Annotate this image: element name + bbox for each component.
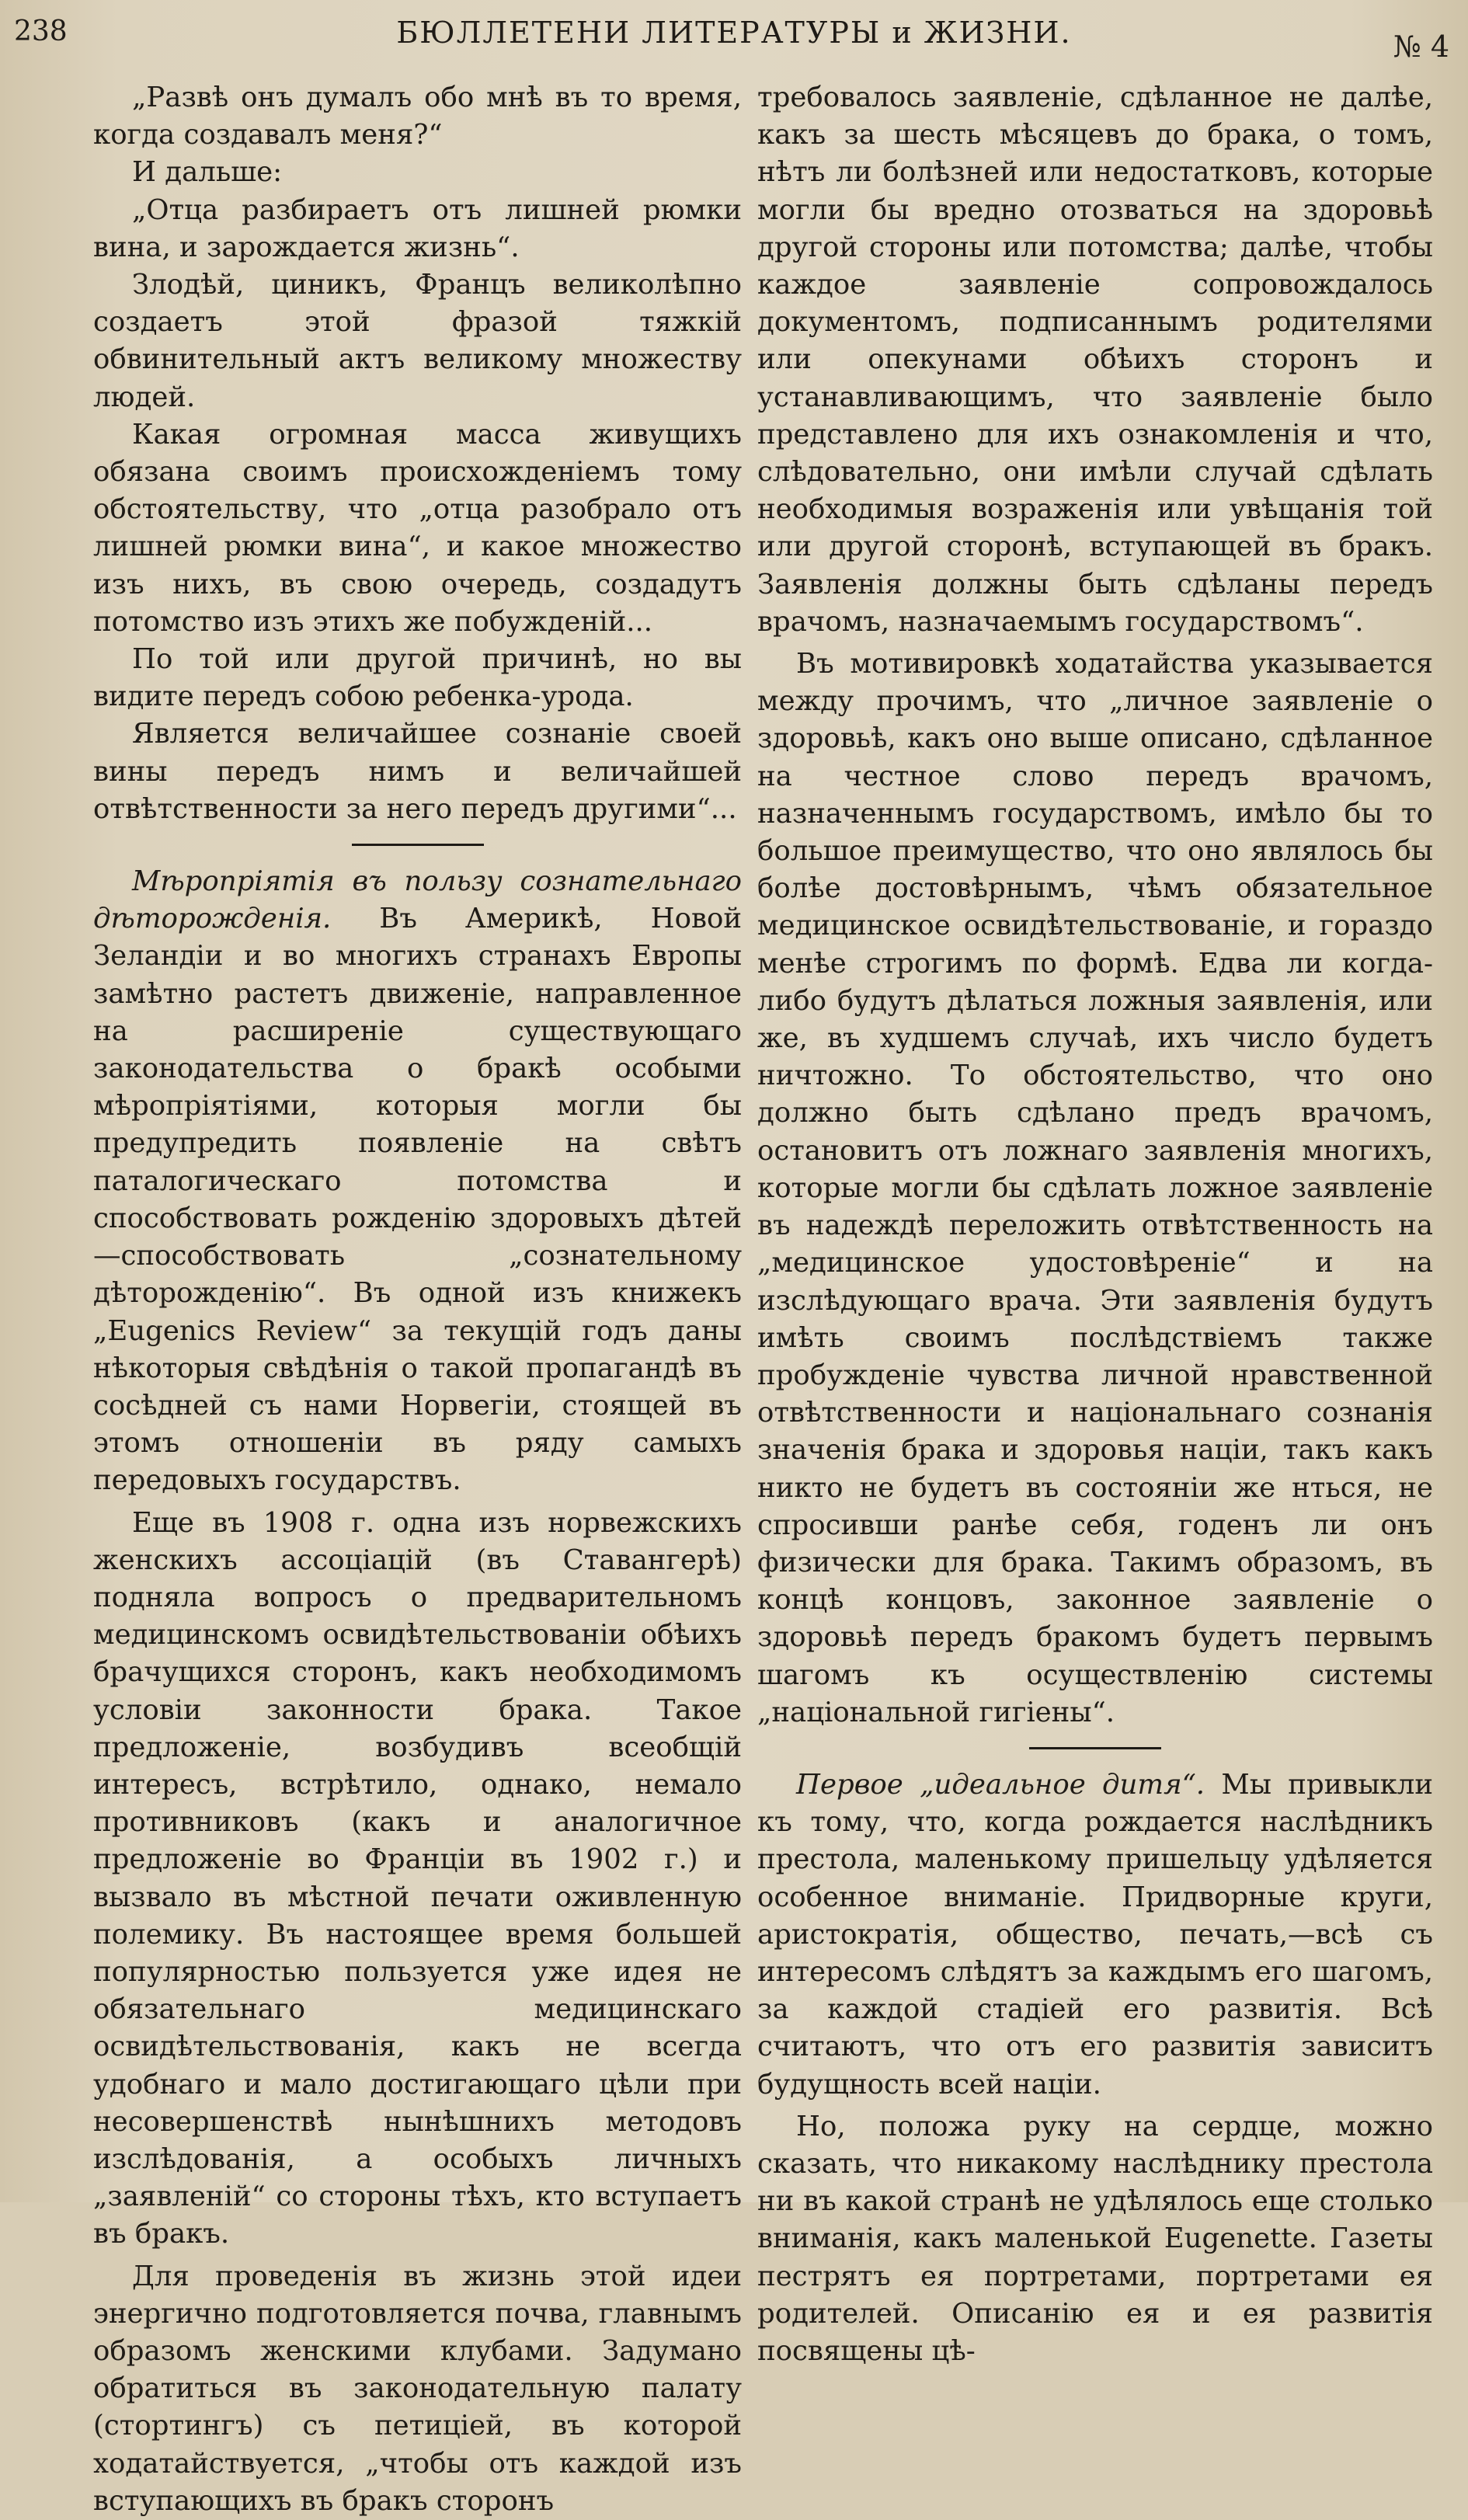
section-divider	[352, 844, 484, 846]
paragraph: Злодѣй, циникъ, Францъ великолѣпно создаетъ этой фразой тяжкій обвинительный актъ великому множеству людей.	[93, 269, 742, 413]
issue-number: № 4	[1393, 30, 1449, 64]
section-title: Первое „идеальное дитя“.	[796, 1768, 1205, 1801]
paragraph-text: Въ Америкѣ, Новой Зеландіи и во многихъ странахъ Европы замѣтно растетъ движеніе, направленное на расширеніе существующаго законодательства о бракѣ особыми мѣропріятіями, которыя могли бы предупредить появленіе на свѣтъ паталогическаго потомства и способствовать рожденію здоровыхъ дѣтей—способствовать „сознательному дѣторожденію“. Въ одной изъ книжекъ „Eugenics Review“ за текущій годъ даны нѣкоторыя свѣдѣнія о такой пропагандѣ въ сосѣдней съ нами Норвегіи, стоящей въ этомъ отношеніи въ ряду самыхъ передовыхъ государствъ.	[93, 903, 742, 1497]
page-header	[0, 11, 1468, 64]
paragraph	[93, 863, 742, 1499]
section-divider	[1029, 1747, 1161, 1749]
paragraph	[757, 1766, 1433, 2104]
paragraph-text: Мы привыкли къ тому, что, когда рождается наслѣдникъ престола, маленькому пришельцу удѣляется особенное вниманіе. Придворные круги, аристократія, общество, печать,—всѣ съ интересомъ слѣдятъ за каждымъ его шагомъ, за каждой стадіей его развитія. Всѣ считаютъ, что отъ его развитія зависитъ будущность всей націи.	[757, 1768, 1433, 2101]
left-column	[93, 79, 742, 2520]
paragraph: И дальше:	[132, 156, 283, 189]
paragraph: „Отца разбираетъ отъ лишней рюмки вина, и зарождается жизнь“.	[93, 193, 742, 263]
paragraph: Для проведенія въ жизнь этой идеи энергично подготовляется почва, главнымъ образомъ женскими клубами. Задумано обратиться въ законодательную палату (стортингъ) съ петиціей, въ которой ходатайствуется, „чтобы отъ каждой изъ вступающихъ въ бракъ сторонъ	[93, 2260, 742, 2517]
section-title: Мѣропріятія въ пользу сознательнаго дѣторожденія.	[93, 865, 742, 935]
paragraph: Является величайшее сознаніе своей вины передъ нимъ и величайшей отвѣтственности за него передъ другими“...	[93, 718, 742, 825]
paragraph: Но, положа руку на сердце, можно сказать, что никакому наслѣднику престола ни въ какой странѣ не удѣлялось еще столько вниманія, какъ маленькой Eugenette. Газеты пестрятъ ея портретами, портретами ея родителей. Описанію ея и ея развитія посвящены цѣ-	[757, 2110, 1433, 2367]
page-number: 238	[14, 16, 68, 47]
paragraph: Какая огромная масса живущихъ обязана своимъ происхожденіемъ тому обстоятельству, что „отца разобрало отъ лишней рюмки вина“, и какое множество изъ нихъ, въ свою очередь, создадутъ потомство изъ этихъ же побужденій...	[93, 418, 742, 638]
paragraph: Еще въ 1908 г. одна изъ норвежскихъ женскихъ ассоціацій (въ Ставангерѣ) подняла вопросъ о предварительномъ медицинскомъ освидѣтельствованіи обѣихъ брачущихся сторонъ, какъ необходимомъ условіи законности брака. Такое предложеніе, возбудивъ всеобщій интересъ, встрѣтило, однако, немало противниковъ (какъ и аналогичное предложеніе во Франціи въ 1902 г.) и вызвало въ мѣстной печати оживленную полемику. Въ настоящее время большей популярностью пользуется уже идея не обязательнаго медицинскаго освидѣтельствованія, какъ не всегда удобнаго и мало достигающаго цѣли при несовершенствѣ нынѣшнихъ методовъ изслѣдованія, а особыхъ личныхъ „заявленій“ со стороны тѣхъ, кто вступаетъ въ бракъ.	[93, 1506, 742, 2250]
running-head: БЮЛЛЕТЕНИ ЛИТЕРАТУРЫ и ЖИЗНИ.	[396, 16, 1072, 50]
paragraph: По той или другой причинѣ, но вы видите передъ собою ребенка-урода.	[93, 643, 742, 713]
right-column	[757, 79, 1433, 2370]
paragraph: „Развѣ онъ думалъ обо мнѣ въ то время, когда создавалъ меня?“	[93, 82, 742, 151]
paragraph: требовалось заявленіе, сдѣланное не далѣе, какъ за шесть мѣсяцевъ до брака, о томъ, нѣтъ ли болѣзней или недостатковъ, которые могли бы вредно отозваться на здоровьѣ другой стороны или потомства; далѣе, чтобы каждое заявленіе сопровождалось документомъ, подписаннымъ родителями или опекунами обѣихъ сторонъ и устанавливающимъ, что заявленіе было представлено для ихъ ознакомленія и что, слѣдовательно, они имѣли случай сдѣлать необходимыя возраженія или увѣщанія той или другой сторонѣ, вступающей въ бракъ. Заявленія должны быть сдѣланы передъ врачомъ, назначаемымъ государствомъ“.	[757, 82, 1433, 638]
paragraph: Въ мотивировкѣ ходатайства указывается между прочимъ, что „личное заявленіе о здоровьѣ, какъ оно выше описано, сдѣланное на честное слово передъ врачомъ, назначеннымъ государствомъ, имѣло бы то большое преимущество, что оно являлось бы болѣе достовѣрнымъ, чѣмъ обязательное медицинское освидѣтельствованіе, и гораздо менѣе строгимъ по формѣ. Едва ли когда-либо будутъ дѣлаться ложныя заявленія, или же, въ худшемъ случаѣ, ихъ число будетъ ничтожно. То обстоятельство, что оно должно быть сдѣлано предъ врачомъ, остановитъ отъ ложнаго заявленія многихъ, которые могли бы сдѣлать ложное заявленіе въ надеждѣ переложить отвѣтственность на „медицинское удостовѣреніе“ и на изслѣдующаго врача. Эти заявленія будутъ имѣть своимъ послѣдствіемъ также пробужденіе чувства личной нравственной отвѣтственности и національнаго сознанія значенія брака и здоровья націи, такъ какъ никто не будетъ въ состояніи же нться, не спросивши ранѣе себя, годенъ ли онъ физически для брака. Такимъ образомъ, въ концѣ концовъ, законное заявленіе о здоровьѣ передъ бракомъ будетъ первымъ шагомъ къ осуществленію системы „національной гигіены“.	[757, 648, 1433, 1728]
